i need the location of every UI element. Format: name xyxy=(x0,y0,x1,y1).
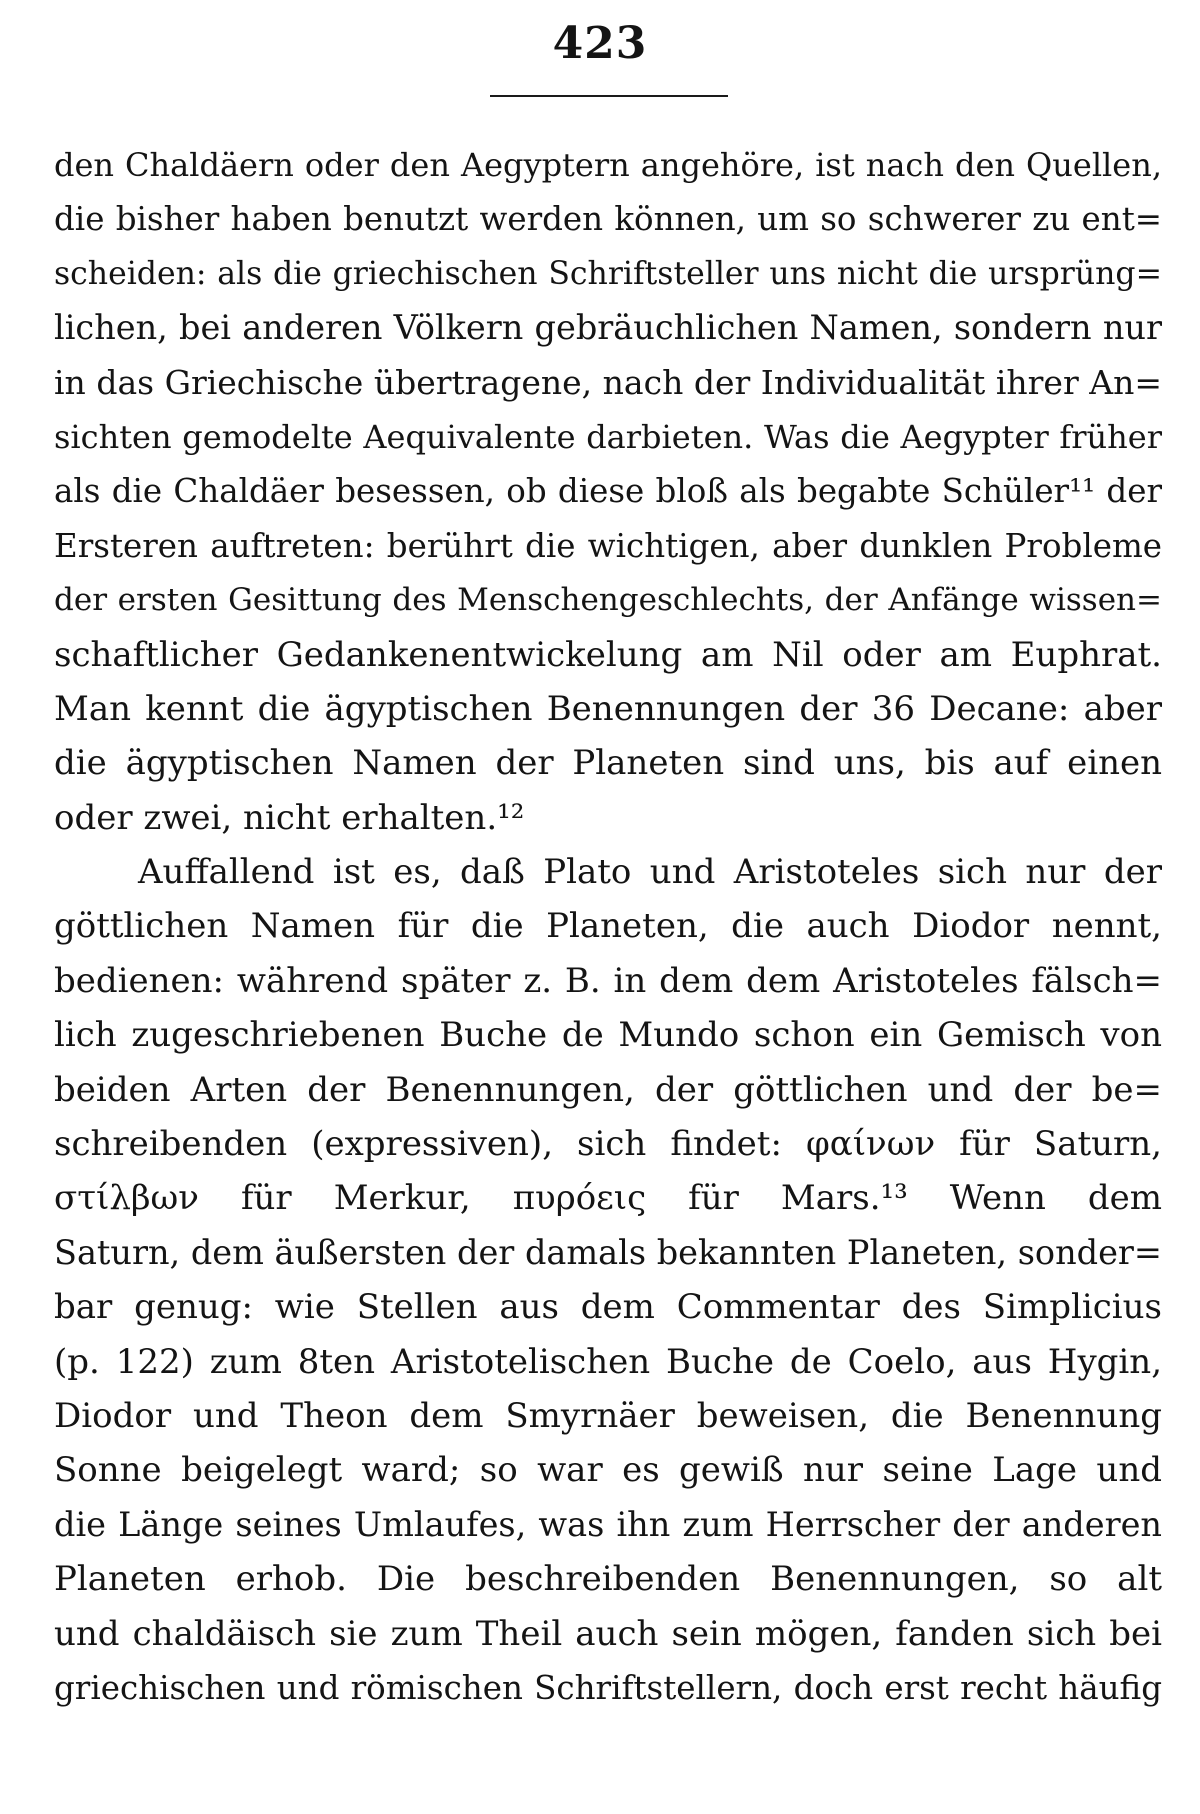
text-line: beiden Arten der Benennungen, der göttlichen und der be= xyxy=(54,1069,1162,1110)
text-line: der ersten Gesittung des Menschengeschlechts, der Anfänge wissen= xyxy=(54,582,1162,619)
text-line: als die Chaldäer besessen, ob diese bloß als begabte Schüler¹¹ der xyxy=(54,472,1162,511)
text-line: in das Griechische übertragene, nach der Individualität ihrer An= xyxy=(54,362,1162,402)
text-line: Sonne beigelegt ward; so war es gewiß nur seine Lage und xyxy=(54,1450,1162,1491)
text-line: schaftlicher Gedankenentwickelung am Nil oder am Euphrat. xyxy=(54,634,1162,675)
text-line: lich zugeschriebenen Buche de Mundo schon ein Gemisch von xyxy=(54,1015,1162,1056)
text-line: Planeten erhob. Die beschreibenden Benennungen, so alt xyxy=(54,1559,1162,1600)
text-line: die bisher haben benutzt werden können, um so schwerer zu ent= xyxy=(54,200,1162,239)
text-line: (p. 122) zum 8ten Aristotelischen Buche de Coelo, aus Hygin, xyxy=(54,1341,1162,1382)
text-line: und chaldäisch sie zum Theil auch sein mögen, fanden sich bei xyxy=(54,1613,1162,1654)
page-number: 423 xyxy=(552,18,648,69)
text-line: die ägyptischen Namen der Planeten sind uns, bis auf einen xyxy=(54,743,1162,784)
text-line: στίλβων für Merkur, πυρόεις für Mars.¹³ Wenn dem xyxy=(54,1178,1162,1219)
paragraph-start-line: Auffallend ist es, daß Plato und Aristoteles sich nur der xyxy=(138,852,1162,893)
text-line: schreibenden (expressiven), sich findet: φαίνων für Saturn, xyxy=(54,1124,1162,1165)
header-rule xyxy=(490,95,728,97)
text-line: griechischen und römischen Schriftstellern, doch erst recht häufig xyxy=(54,1668,1162,1707)
text-line: den Chaldäern oder den Aegyptern angehöre, ist nach den Quellen, xyxy=(54,146,1162,184)
text-line: lichen, bei anderen Völkern gebräuchlichen Namen, sondern nur xyxy=(54,308,1162,348)
text-line: scheiden: als die griechischen Schriftsteller uns nicht die ursprüng= xyxy=(54,255,1162,292)
text-line: bar genug: wie Stellen aus dem Commentar des Simplicius xyxy=(54,1287,1162,1328)
text-line: göttlichen Namen für die Planeten, die auch Diodor nennt, xyxy=(54,906,1162,947)
text-line: die Länge seines Umlaufes, was ihn zum Herrscher der anderen xyxy=(54,1504,1162,1544)
body-text xyxy=(54,138,1162,1715)
text-line: Man kennt die ägyptischen Benennungen der 36 Decane: aber xyxy=(54,688,1162,729)
text-line: sichten gemodelte Aequivalente darbieten. Was die Aegypter früher xyxy=(54,417,1162,456)
text-line: Diodor und Theon dem Smyrnäer beweisen, die Benennung xyxy=(54,1395,1162,1436)
text-line: Ersteren auftreten: berührt die wichtigen, aber dunklen Probleme xyxy=(54,526,1162,565)
text-line: Saturn, dem äußersten der damals bekannten Planeten, sonder= xyxy=(54,1232,1162,1272)
text-line: oder zwei, nicht erhalten.¹² xyxy=(54,797,525,838)
text-line: bedienen: während später z. B. in dem dem Aristoteles fälsch= xyxy=(54,960,1162,1001)
